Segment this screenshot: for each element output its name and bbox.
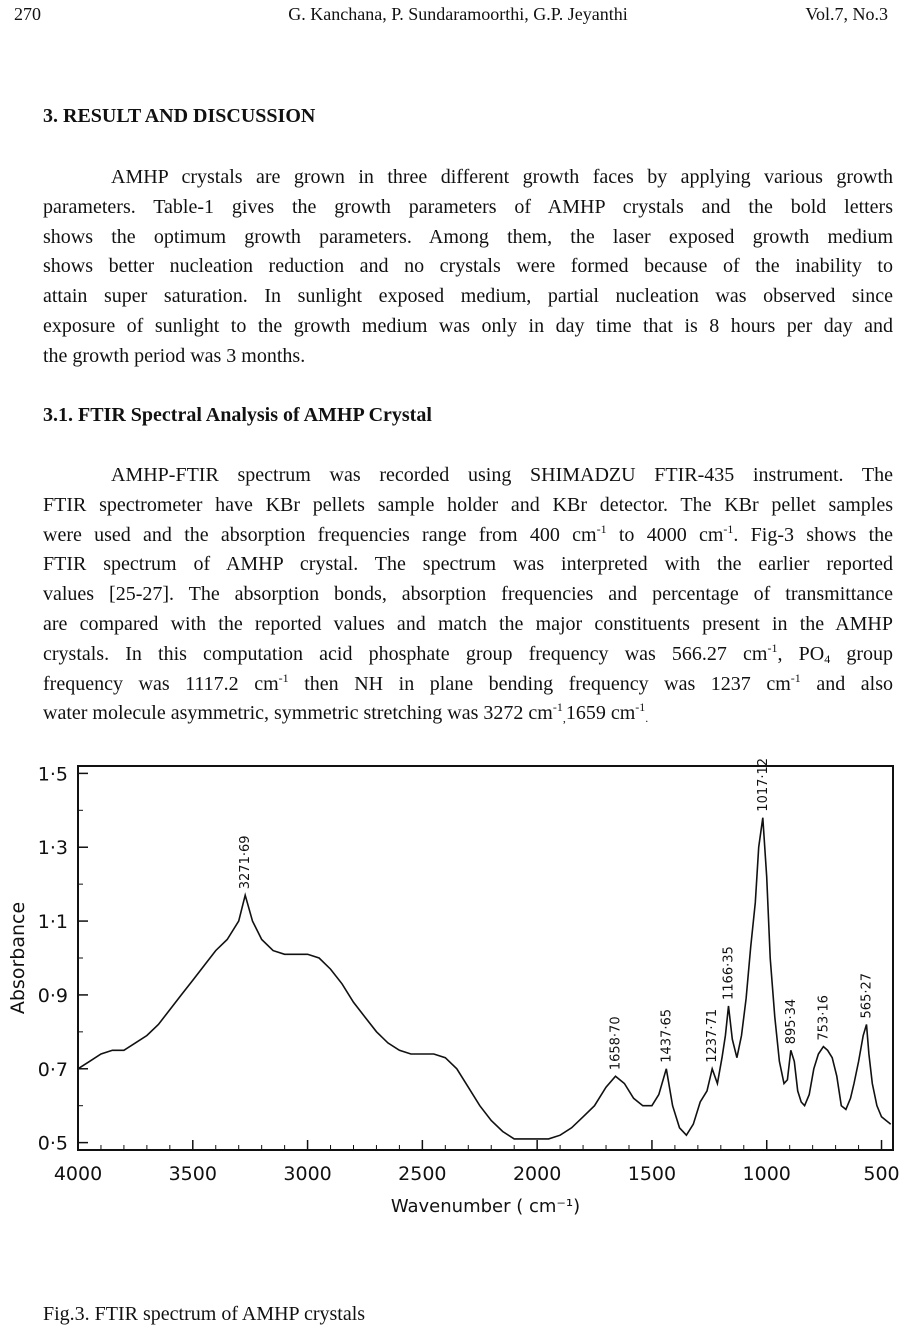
paragraph-line: parameters. Table-1 gives the growth parameters of AMHP crystals and the bold letters xyxy=(43,195,893,218)
chart-labels xyxy=(7,758,900,1217)
x-tick-label: 1000 xyxy=(742,1163,791,1185)
peak-label: 1237·71 xyxy=(705,1009,721,1063)
y-tick-label: 1·1 xyxy=(37,911,68,934)
paragraph-line: the growth period was 3 months. xyxy=(43,344,306,367)
figure-caption: Fig.3. FTIR spectrum of AMHP crystals xyxy=(43,1303,366,1325)
section-title: 3. RESULT AND DISCUSSION xyxy=(43,105,316,127)
x-axis-label: Wavenumber ( cm⁻¹) xyxy=(390,1196,581,1217)
x-tick-label: 1500 xyxy=(627,1163,677,1185)
header-authors: G. Kanchana, P. Sundaramoorthi, G.P. Jeyanthi xyxy=(288,4,628,24)
x-tick-label: 3000 xyxy=(283,1163,332,1185)
peak-label: 1437·65 xyxy=(659,1009,675,1063)
paragraph-line: shows better nucleation reduction and no crystals were formed because of the inability to xyxy=(43,255,893,278)
running-header xyxy=(0,4,916,26)
paragraph-line: are compared with the reported values and match the major constituents present in the AMHP xyxy=(43,612,893,635)
x-tick-label: 500 xyxy=(863,1163,900,1185)
x-tick-label: 2000 xyxy=(512,1163,562,1185)
peak-label: 1166·35 xyxy=(721,946,737,1000)
paragraph-line: FTIR spectrum of AMHP crystal. The spectrum was interpreted with the earlier reported xyxy=(43,553,893,576)
y-tick-label: 0·7 xyxy=(37,1058,68,1081)
page-number: 270 xyxy=(14,4,41,24)
peak-label: 1658·70 xyxy=(608,1016,624,1071)
x-tick-label: 2500 xyxy=(398,1163,447,1185)
y-tick-label: 1·3 xyxy=(37,837,68,860)
results-paragraph xyxy=(43,163,893,372)
paragraph-line: AMHP crystals are grown in three different growth faces by applying various growth xyxy=(111,166,893,188)
peak-label: 895·34 xyxy=(783,998,799,1045)
ftir-paragraph xyxy=(43,461,893,729)
subsection-title: 3.1. FTIR Spectral Analysis of AMHP Crystal xyxy=(43,404,432,426)
y-tick-label: 0·5 xyxy=(37,1132,68,1155)
paragraph-line: frequency was 1117.2 $cm^{-1}$ then NH in plane bending frequency was 1237 $cm^{-1}$ and also xyxy=(43,670,894,695)
peak-label: 753·16 xyxy=(816,995,832,1041)
paragraph-line: were used and the absorption frequencies range from 400 $cm^{-1}$ to 4000 $cm^{-1}$. Fig-3 shows the xyxy=(43,521,893,546)
header-volume: Vol.7, No.3 xyxy=(805,4,888,24)
paragraph-line: shows the optimum growth parameters. Among them, the laser exposed growth medium xyxy=(43,225,893,248)
ftir-spectrum-chart xyxy=(0,748,916,1228)
y-tick-label: 1·5 xyxy=(37,763,68,786)
paragraph-line: attain super saturation. In sunlight exposed medium, partial nucleation was observed since xyxy=(43,285,893,308)
paragraph-line: FTIR spectrometer have KBr pellets sample holder and KBr detector. The KBr pellet samples xyxy=(43,493,893,516)
x-tick-label: 3500 xyxy=(168,1163,217,1185)
paragraph-line: values [25-27]. The absorption bonds, absorption frequencies and percentage of transmittance xyxy=(43,583,893,606)
peak-label: 565·27 xyxy=(859,972,875,1019)
y-axis-label: Absorbance xyxy=(7,901,29,1015)
peak-label: 1017·12 xyxy=(755,757,771,812)
y-tick-label: 0·9 xyxy=(37,984,68,1007)
paragraph-line: water molecule asymmetric, symmetric stretching was 3272 $cm^{-1}_,1659$ $cm^{-1}_.$ xyxy=(43,700,649,726)
paragraph-line: exposure of sunlight to the growth medium was only in day time that is 8 hours per day and xyxy=(43,314,893,337)
paragraph-line: crystals. In this computation acid phosphate group frequency was 566.27 $cm^{-1}$, $PO_4$ group xyxy=(43,640,893,666)
spectrum-line xyxy=(78,818,891,1139)
paragraph-line: AMHP-FTIR spectrum was recorded using SHIMADZU FTIR-435 instrument. The xyxy=(111,464,893,486)
peak-label: 3271·69 xyxy=(238,835,254,890)
x-tick-label: 4000 xyxy=(53,1163,103,1185)
